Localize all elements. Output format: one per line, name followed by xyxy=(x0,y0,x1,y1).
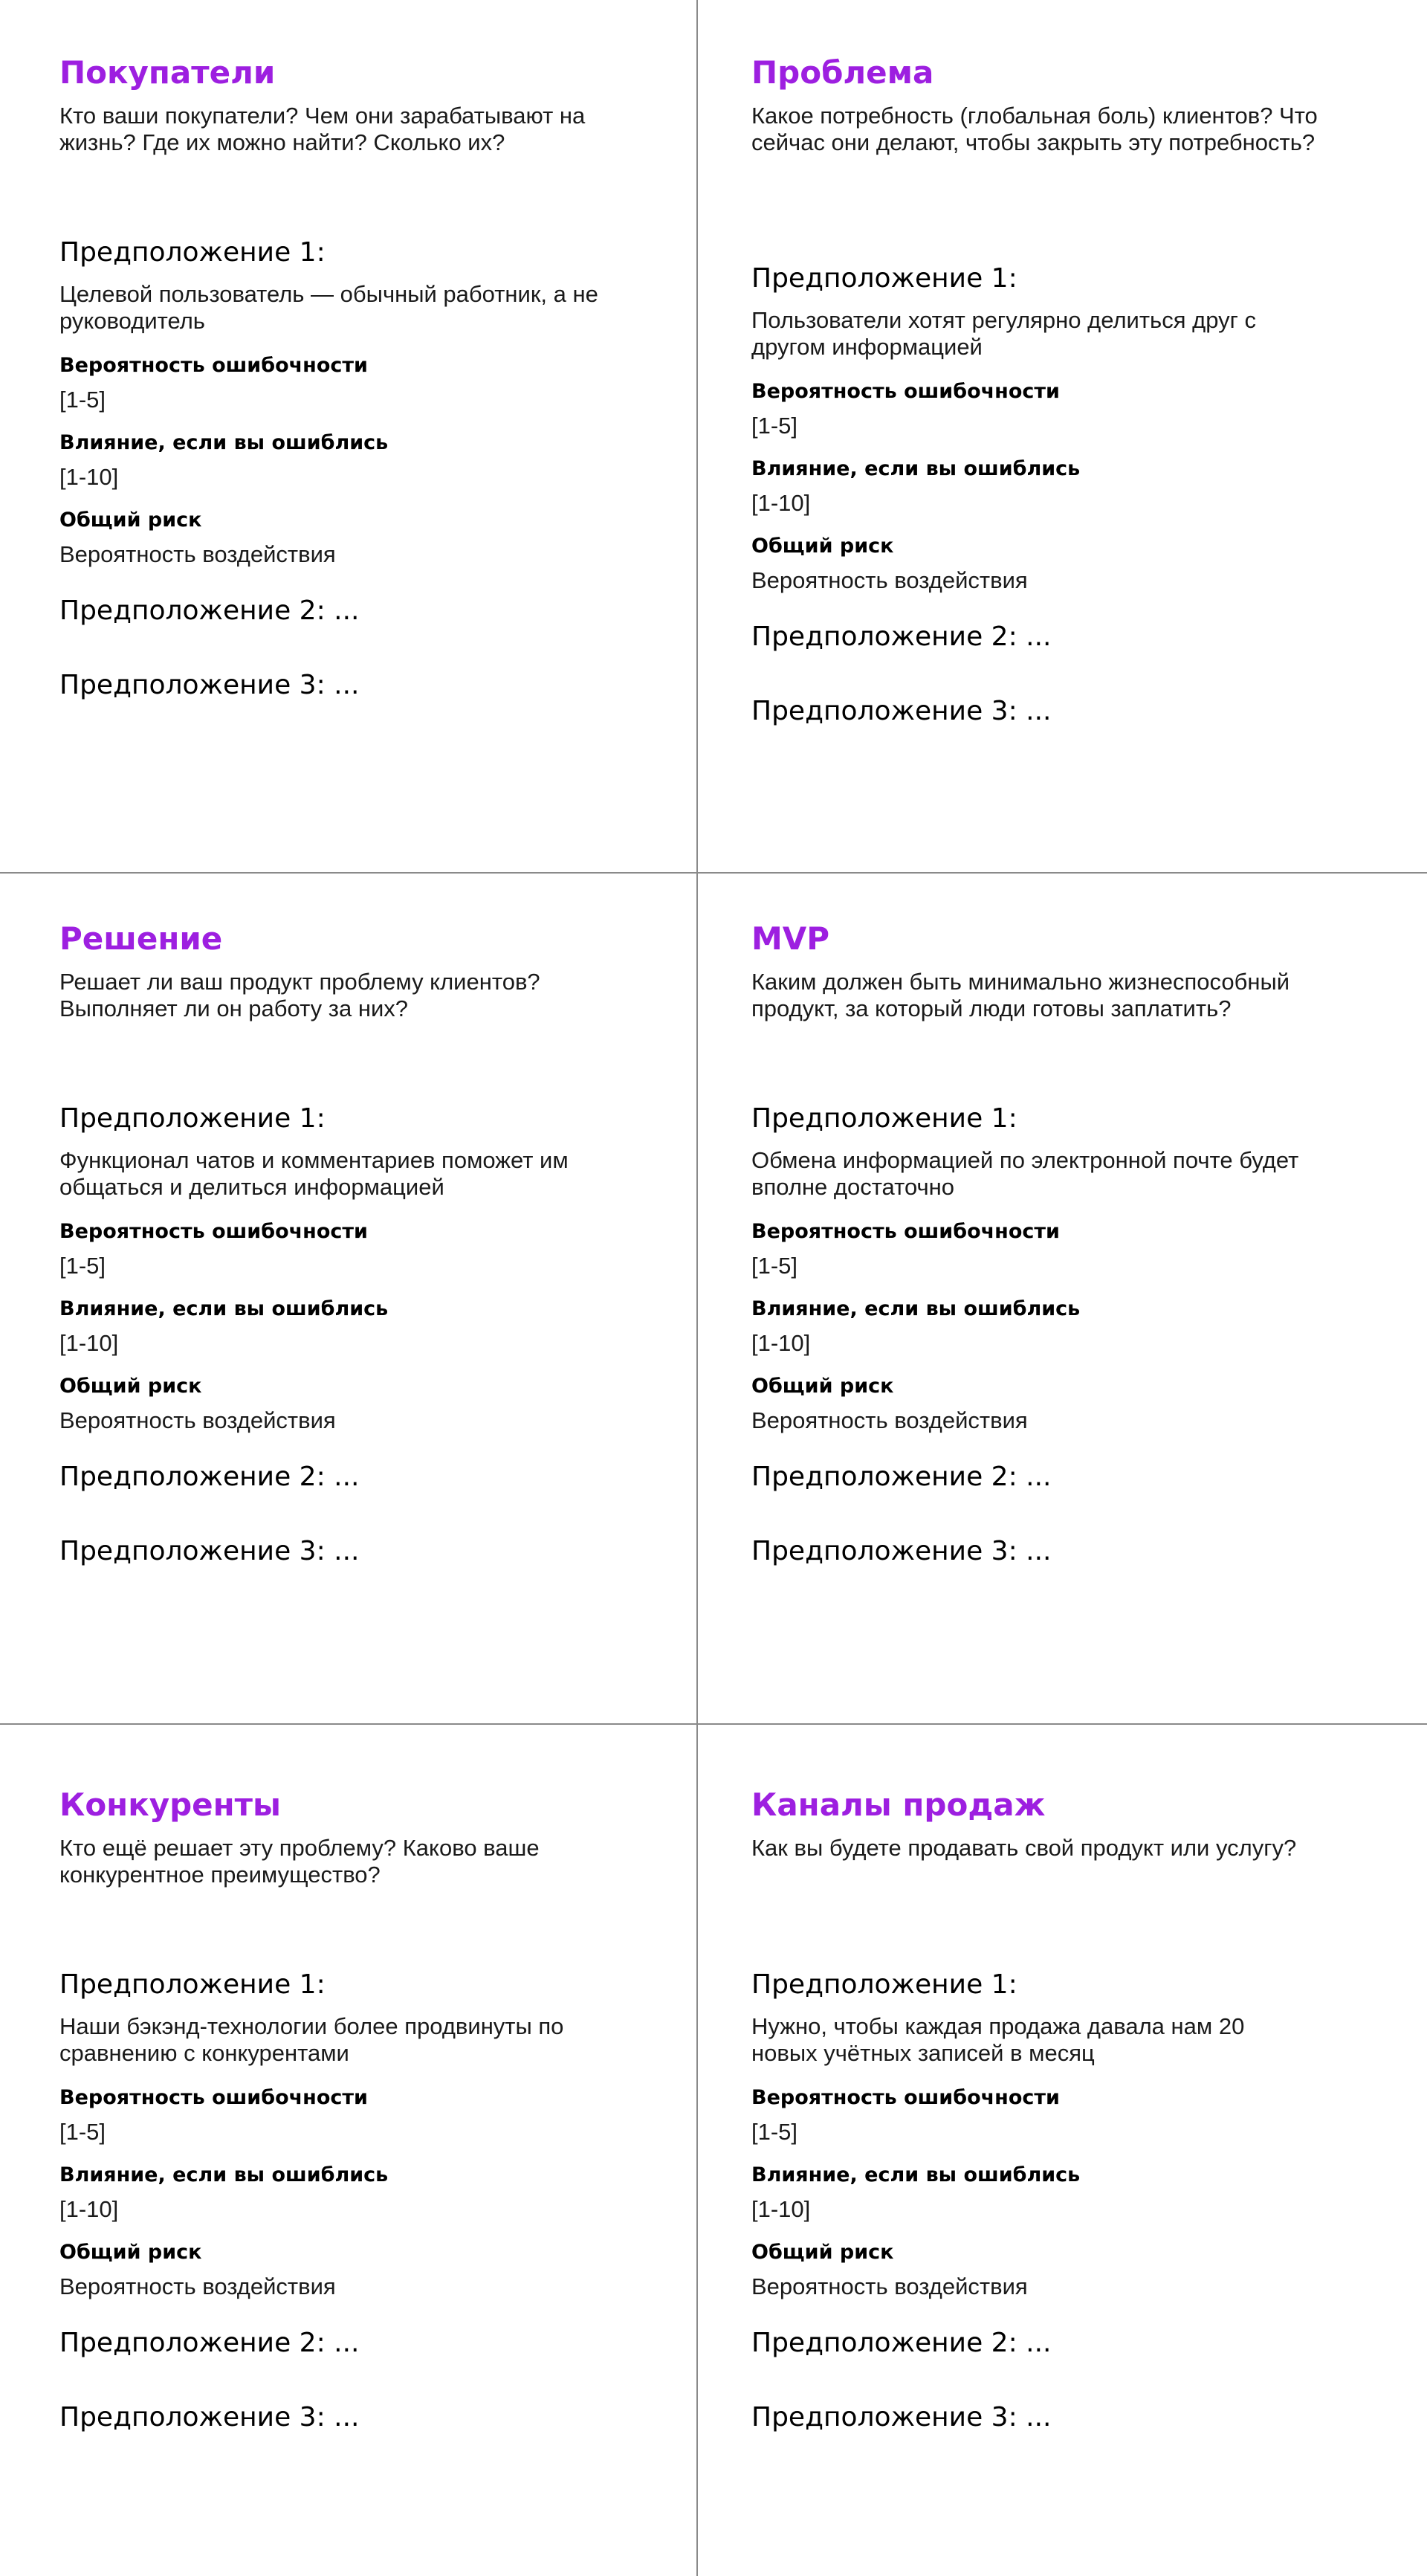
section-question: Кто ваши покупатели? Чем они зарабатывают на жизнь? Где их можно найти? Сколько их? xyxy=(59,103,586,155)
risk-value: Вероятность воздействия xyxy=(751,567,1028,593)
section-question: Какое потребность (глобальная боль) клиентов? Что сейчас они делают, чтобы закрыть эту потребность? xyxy=(751,103,1318,155)
risk-label: Общий риск xyxy=(751,2241,894,2264)
assumption-1-heading: Предположение 1: xyxy=(59,1103,326,1134)
risk-label: Общий риск xyxy=(59,1375,202,1398)
assumption-1-heading: Предположение 1: xyxy=(59,1969,326,2000)
impact-value: [1-10] xyxy=(59,2196,119,2222)
impact-label: Влияние, если вы ошиблись xyxy=(59,1297,389,1320)
assumption-1-text: Обмена информацией по электронной почте будет вполне достаточно xyxy=(751,1147,1299,1200)
assumption-2-heading: Предположение 2: ... xyxy=(59,1462,360,1492)
impact-label: Влияние, если вы ошиблись xyxy=(751,2163,1081,2186)
assumption-1-text: Нужно, чтобы каждая продажа давала нам 20 новых учётных записей в месяц xyxy=(751,2013,1245,2066)
section-solution xyxy=(59,918,684,1568)
assumption-1-heading: Предположение 1: xyxy=(751,1969,1017,2000)
section-question: Как вы будете продавать свой продукт или услугу? xyxy=(751,1835,1297,1861)
section-title: MVP xyxy=(751,920,830,957)
assumption-1-text: Целевой пользователь — обычный работник, а не руководитель xyxy=(59,281,598,334)
risk-value: Вероятность воздействия xyxy=(59,1407,336,1433)
section-title: Решение xyxy=(59,920,223,957)
assumption-3-heading: Предположение 3: ... xyxy=(59,670,360,700)
probability-value: [1-5] xyxy=(59,2119,106,2145)
probability-label: Вероятность ошибочности xyxy=(59,354,368,377)
assumption-3-heading: Предположение 3: ... xyxy=(59,2402,360,2433)
impact-label: Влияние, если вы ошиблись xyxy=(751,457,1081,480)
probability-value: [1-5] xyxy=(59,1253,106,1279)
impact-value: [1-10] xyxy=(751,2196,811,2222)
probability-label: Вероятность ошибочности xyxy=(751,1220,1060,1243)
section-title: Конкуренты xyxy=(59,1786,281,1823)
section-title: Покупатели xyxy=(59,54,276,91)
vertical-divider xyxy=(696,0,698,2576)
assumption-3-heading: Предположение 3: ... xyxy=(751,2402,1052,2433)
probability-label: Вероятность ошибочности xyxy=(59,1220,368,1243)
risk-label: Общий риск xyxy=(59,509,202,532)
assumption-1-text: Пользователи хотят регулярно делиться друг с другом информацией xyxy=(751,307,1257,360)
risk-value: Вероятность воздействия xyxy=(59,541,336,567)
section-question: Решает ли ваш продукт проблему клиентов? Выполняет ли он работу за них? xyxy=(59,969,540,1021)
risk-label: Общий риск xyxy=(59,2241,202,2264)
horizontal-divider-2 xyxy=(0,1723,1427,1725)
section-problem xyxy=(751,52,1376,728)
probability-value: [1-5] xyxy=(751,2119,798,2145)
assumption-1-heading: Предположение 1: xyxy=(59,237,326,268)
assumption-2-heading: Предположение 2: ... xyxy=(751,1462,1052,1492)
impact-label: Влияние, если вы ошиблись xyxy=(751,1297,1081,1320)
probability-value: [1-5] xyxy=(751,1253,798,1279)
impact-label: Влияние, если вы ошиблись xyxy=(59,2163,389,2186)
impact-value: [1-10] xyxy=(59,464,119,490)
assumption-2-heading: Предположение 2: ... xyxy=(751,2328,1052,2358)
impact-value: [1-10] xyxy=(751,490,811,516)
section-question: Кто ещё решает эту проблему? Каково ваше конкурентное преимущество? xyxy=(59,1835,540,1888)
assumption-2-heading: Предположение 2: ... xyxy=(751,622,1052,652)
assumption-1-heading: Предположение 1: xyxy=(751,1103,1017,1134)
risk-label: Общий риск xyxy=(751,1375,894,1398)
section-title: Проблема xyxy=(751,54,934,91)
assumption-2-heading: Предположение 2: ... xyxy=(59,2328,360,2358)
horizontal-divider-1 xyxy=(0,872,1427,874)
section-sales-channels xyxy=(751,1784,1376,2434)
risk-value: Вероятность воздействия xyxy=(751,2273,1028,2299)
section-competitors xyxy=(59,1784,684,2434)
probability-label: Вероятность ошибочности xyxy=(751,2086,1060,2109)
impact-value: [1-10] xyxy=(59,1330,119,1356)
impact-value: [1-10] xyxy=(751,1330,811,1356)
section-title: Каналы продаж xyxy=(751,1786,1046,1823)
assumption-1-heading: Предположение 1: xyxy=(751,263,1017,294)
assumption-3-heading: Предположение 3: ... xyxy=(751,696,1052,726)
probability-value: [1-5] xyxy=(59,387,106,413)
assumption-1-text: Функционал чатов и комментариев поможет им общаться и делиться информацией xyxy=(59,1147,569,1200)
probability-label: Вероятность ошибочности xyxy=(751,380,1060,403)
assumption-2-heading: Предположение 2: ... xyxy=(59,595,360,626)
impact-label: Влияние, если вы ошиблись xyxy=(59,431,389,454)
assumption-3-heading: Предположение 3: ... xyxy=(59,1536,360,1566)
risk-label: Общий риск xyxy=(751,535,894,558)
probability-value: [1-5] xyxy=(751,413,798,439)
risk-value: Вероятность воздействия xyxy=(59,2273,336,2299)
section-mvp xyxy=(751,918,1376,1568)
assumption-3-heading: Предположение 3: ... xyxy=(751,1536,1052,1566)
section-question: Каким должен быть минимально жизнеспособный продукт, за который люди готовы заплатить? xyxy=(751,969,1290,1021)
risk-value: Вероятность воздействия xyxy=(751,1407,1028,1433)
section-customers xyxy=(59,52,684,702)
probability-label: Вероятность ошибочности xyxy=(59,2086,368,2109)
assumption-1-text: Наши бэкэнд-технологии более продвинуты по сравнению с конкурентами xyxy=(59,2013,564,2066)
